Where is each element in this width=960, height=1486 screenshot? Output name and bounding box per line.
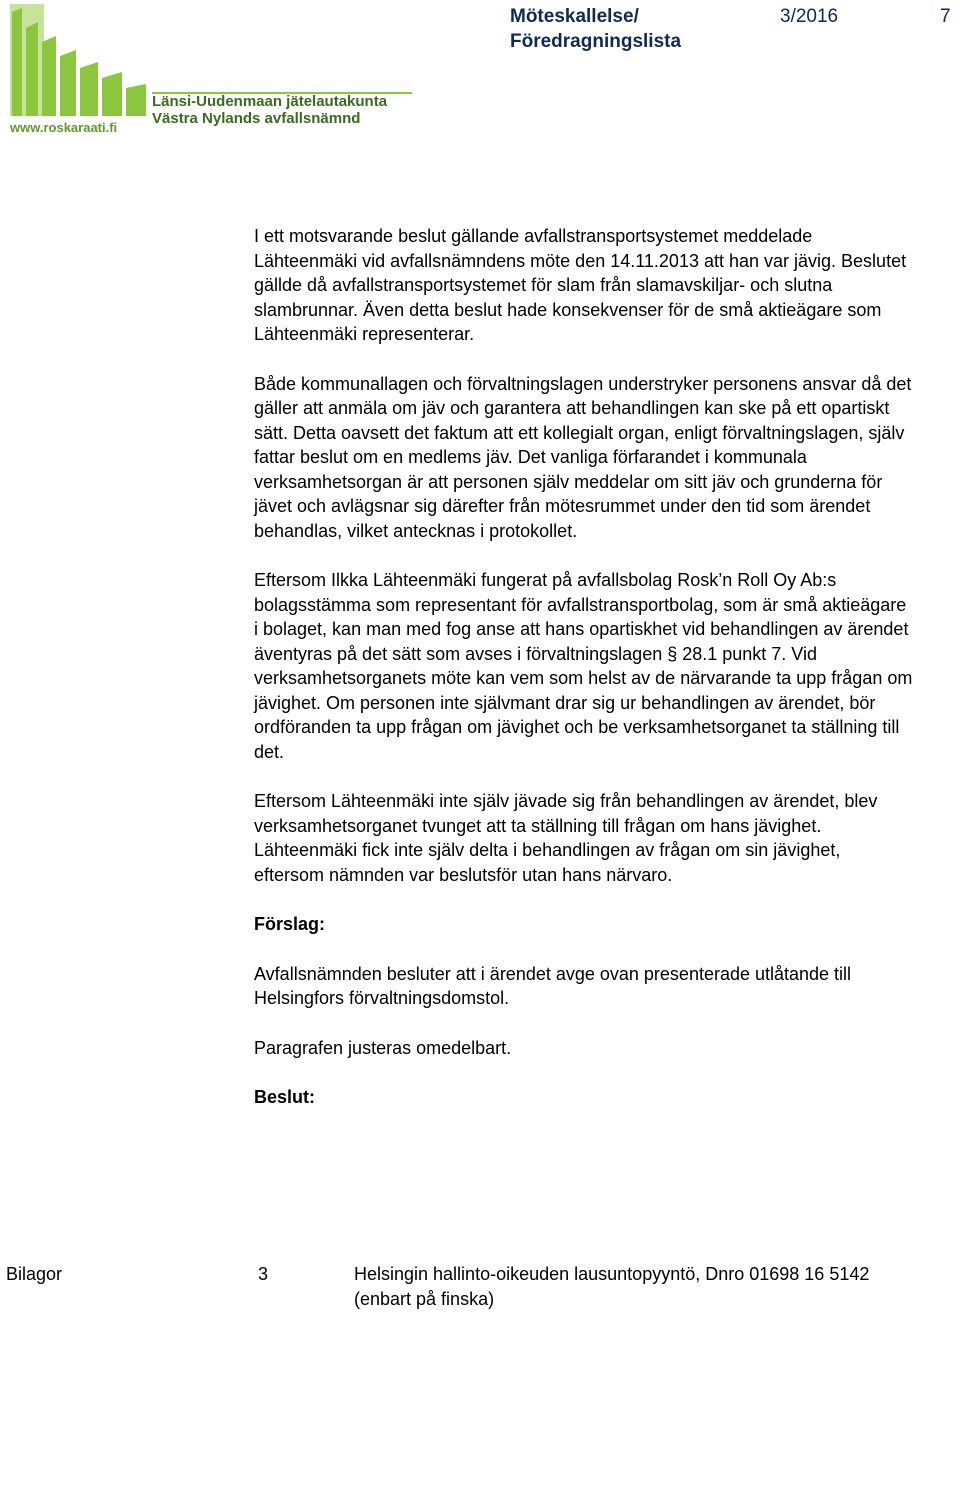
organization-logo: [6, 4, 416, 140]
paragraph-legal-responsibility: Både kommunallagen och förvaltningslagen understryker personens ansvar då det gäller att anmäla om jäv och garantera att behandlingen kan ske på ett opartiskt sätt. Detta oavsett det faktum att ett kollegialt organ, enligt förvaltningslagen, själv fattar beslut om en medlems jäv. Det vanliga förfarandet i kommunala verksamhetsorgan är att personen själv meddelar om sitt jäv och grunderna för jävet och avlägsnar sig därefter från mötesrummet under den tid som ärendet behandlas, vilket antecknas i protokollet.: [254, 373, 912, 541]
logo-name-swedish: Västra Nylands avfallsnämnd: [152, 110, 361, 127]
proposal-heading: Förslag:: [254, 914, 326, 934]
attachment-description: Helsingin hallinto-oikeuden lausuntopyyntö, Dnro 01698 16 5142 (enbart på finska): [354, 1264, 870, 1309]
attachment-number: 3: [258, 1264, 269, 1284]
page-number: 7: [940, 6, 951, 27]
decision-heading: Beslut:: [254, 1087, 316, 1107]
proposal-text: Avfallsnämnden besluter att i ärendet avge ovan presenterade utlåtande till Helsingfors förvaltningsdomstol.: [254, 963, 852, 1008]
proposal-approval-note: Paragrafen justeras omedelbart.: [254, 1037, 512, 1058]
logo-url: www.roskaraati.fi: [10, 120, 118, 135]
attachments-label: Bilagor: [6, 1264, 63, 1284]
paragraph-previous-decision: I ett motsvarande beslut gällande avfallstransportsystemet meddelade Lähteenmäki vid avfallsnämndens möte den 14.11.2013 att han var jävig. Beslutet gällde då avfallstransportsystemet för slam från slamavskiljar- och slutna slambrunnar. Även detta beslut hade konsekvenser för de små aktieägare som Lähteenmäki representerar.: [254, 226, 907, 344]
logo-name-finnish: Länsi-Uudenmaan jätelautakunta: [152, 93, 388, 110]
paragraph-committee-position: Eftersom Lähteenmäki inte själv jävade sig från behandlingen av ärendet, blev verksamhetsorganet tvunget att ta ställning till frågan om hans jävighet. Lähteenmäki fick inte själv delta i behandlingen av frågan om sin jävighet, eftersom nämnden var beslutsför utan hans närvaro.: [254, 791, 878, 885]
meeting-number: 3/2016: [780, 6, 839, 27]
document-body: [254, 224, 914, 1135]
document-title: Möteskallelse/ Föredragningslista: [510, 6, 682, 52]
paragraph-conflict-of-interest: Eftersom Ilkka Lähteenmäki fungerat på avfallsbolag Rosk’n Roll Oy Ab:s bolagsstämma som representant för avfallstransportbolag, som är små aktieägare i bolaget, kan man med fog anse att hans opartiskhet vid behandlingen av ärendet äventyras på det sätt som avses i förvaltningslagen § 28.1 punkt 7. Vid verksamhetsorganets möte kan vem som helst av de närvarande ta upp frågan om jävighet. Om personen inte självmant drar sig ur behandlingen av ärendet, bör ordföranden ta upp frågan om jävighet och be verksamhetsorganet ta ställning till det.: [254, 570, 913, 762]
